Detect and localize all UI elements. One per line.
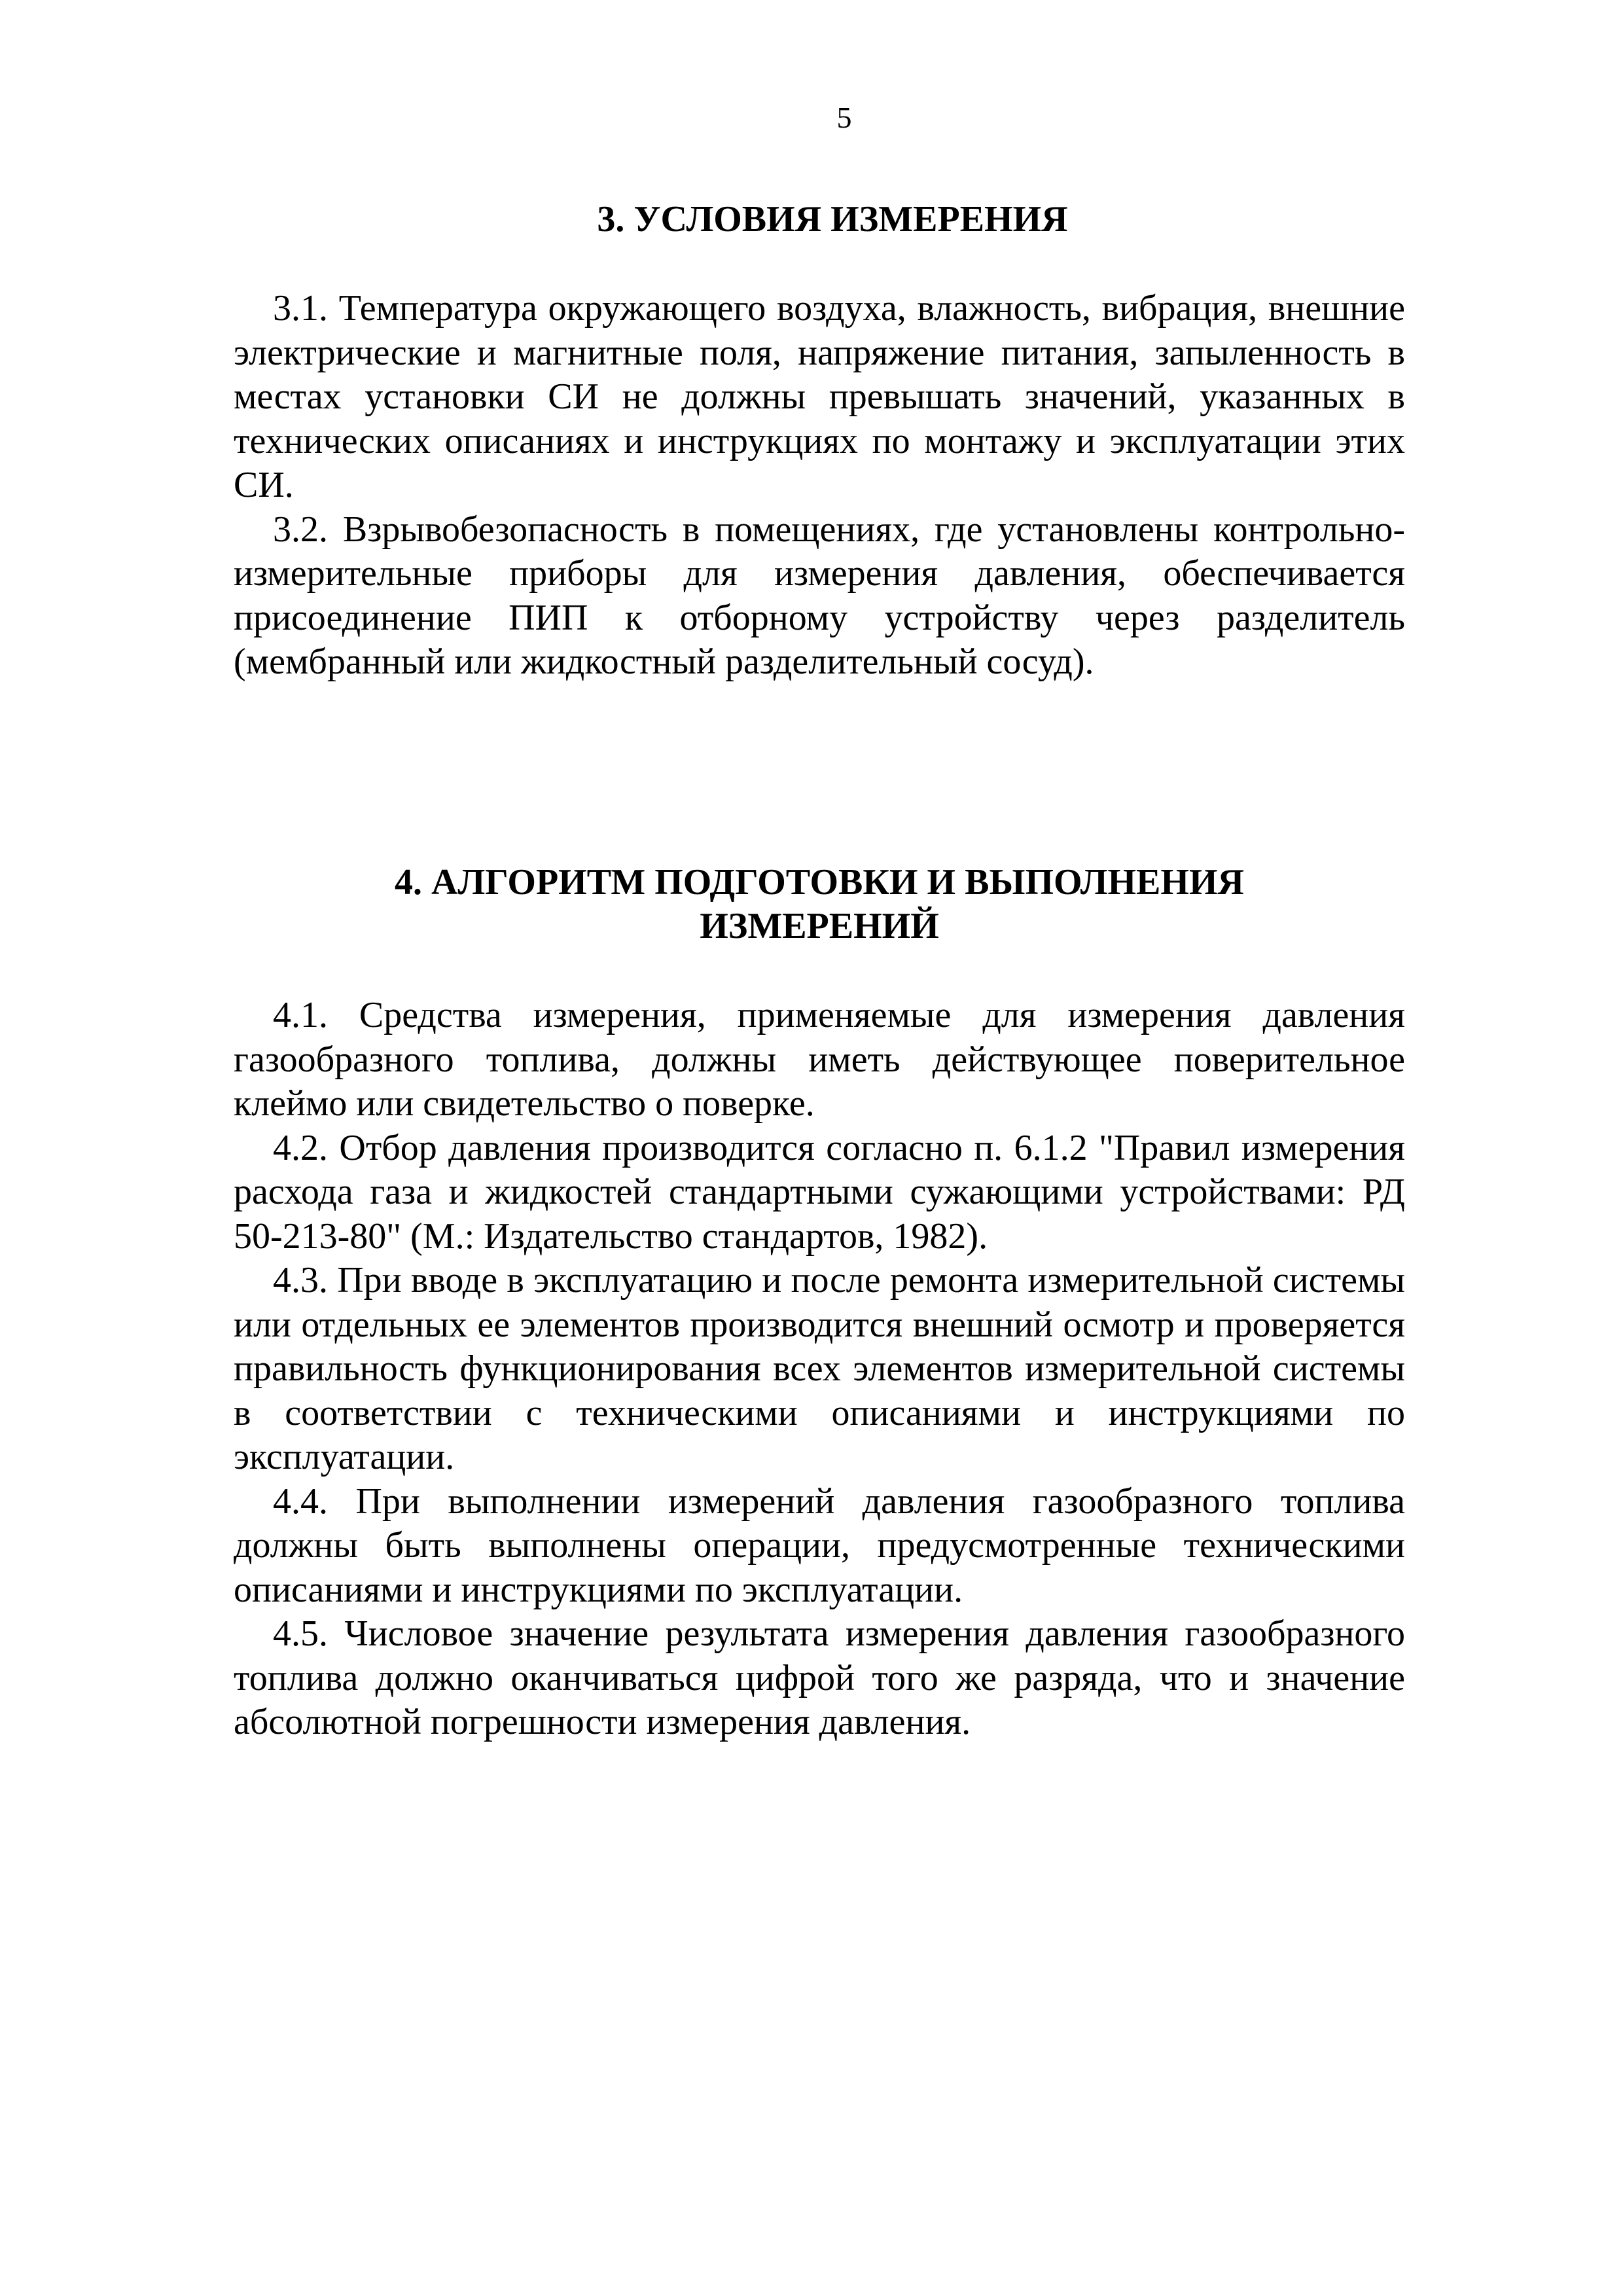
paragraph-4-1: 4.1. Средства измерения, применяемые для измерения давления газообразного топлива, должны иметь действующее поверительное клеймо или свидетельство о поверке.	[234, 995, 1405, 1124]
paragraph-4-4: 4.4. При выполнении измерений давления газообразного топлива должны быть выполнены операции, предусмотренные техническими описаниями и инструкциями по эксплуатации.	[234, 1480, 1405, 1610]
section-4-title-line-1: 4. АЛГОРИТМ ПОДГОТОВКИ И ВЫПОЛНЕНИЯ	[395, 862, 1244, 903]
paragraph-4-2: 4.2. Отбор давления производится согласно п. 6.1.2 "Правил измерения расхода газа и жидкостей стандартными сужающими устройствами: РД 50-213-80" (М.: Издательство стандартов, 1982).	[234, 1127, 1405, 1257]
section-4-title-line-2: ИЗМЕРЕНИЙ	[700, 906, 939, 946]
section-4-title	[234, 861, 1405, 948]
section-3-body	[234, 287, 1405, 685]
paragraph-3-1: 3.1. Температура окружающего воздуха, влажность, вибрация, внешние электрические и магнитные поля, напряжение питания, запыленность в местах установки СИ не должны превышать значений, указанных в технических описаниях и инструкциях по монтажу и эксплуатации этих СИ.	[234, 288, 1405, 505]
paragraph-3-2: 3.2. Взрывобезопасность в помещениях, где установлены контрольно-измерительные приборы для измерения давления, обеспечивается присоединение ПИП к отборному устройству через разделитель (мембранный или жидкостный разделительный сосуд).	[234, 509, 1405, 682]
paragraph-4-5: 4.5. Числовое значение результата измерения давления газообразного топлива должно оканчиваться цифрой того же разряда, что и значение абсолютной погрешности измерения давления.	[234, 1613, 1405, 1742]
page-number: 5	[836, 101, 852, 134]
section-3-title: 3. УСЛОВИЯ ИЗМЕРЕНИЯ	[597, 199, 1068, 240]
paragraph-4-3: 4.3. При вводе в эксплуатацию и после ремонта измерительной системы или отдельных ее элементов производится внешний осмотр и проверяется правильность функционирования всех элементов измерительной системы в соответствии с техническими описаниями и инструкциями по эксплуатации.	[234, 1260, 1405, 1477]
section-4-body	[234, 994, 1405, 1745]
